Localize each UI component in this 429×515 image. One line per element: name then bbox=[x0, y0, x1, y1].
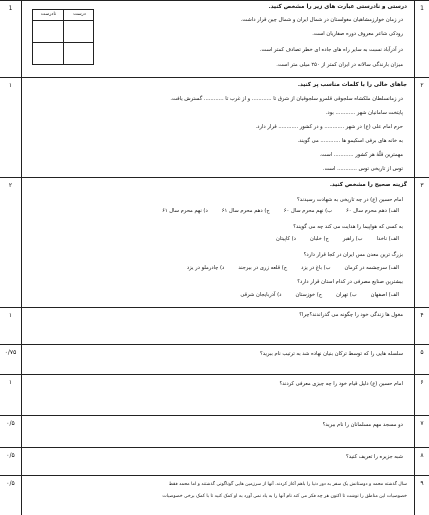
option-a[interactable]: الف) ناخدا bbox=[376, 236, 399, 242]
question-3-row bbox=[0, 178, 429, 308]
question-3-options bbox=[276, 237, 399, 242]
option-c[interactable]: ج) خوزستان bbox=[295, 292, 323, 298]
question-4-row bbox=[0, 308, 429, 345]
question-6-row bbox=[0, 375, 429, 416]
question-8-row bbox=[0, 448, 429, 476]
question-5-content bbox=[24, 347, 411, 372]
question-4-number: ۴ bbox=[414, 308, 429, 344]
question-3-options bbox=[187, 266, 399, 271]
question-3-subquestion: بیشترین صنایع مصرفی در کدام استان قرار دارد؟ bbox=[297, 279, 403, 285]
question-3-subquestion: بزرگ ترین معدن مس ایران در کجا قرار دارد؟ bbox=[303, 252, 403, 258]
option-d[interactable]: د) کاپیتان bbox=[275, 236, 296, 242]
option-a[interactable]: الف) اصفهان bbox=[370, 292, 399, 298]
question-7-text: دو مسجد مهم مسلمانان را نام ببرید؟ bbox=[322, 422, 403, 428]
option-d[interactable]: د) نهم محرم سال ۶۱ bbox=[162, 208, 208, 214]
true-false-column-divider bbox=[63, 10, 64, 64]
question-2-row bbox=[0, 78, 429, 178]
option-a[interactable]: الف) سرچشمه در کرمان bbox=[344, 265, 399, 271]
question-7-content bbox=[24, 418, 411, 445]
question-2-number: ۲ bbox=[414, 78, 429, 177]
question-2-heading: جاهای خالی را با کلمات مناسب پر کنید. bbox=[297, 82, 407, 88]
question-1-heading: درستی و نادرستی عبارت های زیر را مشخص کنید. bbox=[268, 4, 407, 10]
option-c[interactable]: ج) خلبان bbox=[309, 236, 329, 242]
question-4-score: ۱ bbox=[0, 308, 22, 344]
question-9-text: سال گذشته محمد و دوستانش یک سفر به دور دنیا را باهم آغاز کردند. آنها از سرزمین هایی گوناگونی گذشتند و اما محمد فقط bbox=[168, 482, 407, 487]
question-5-score: ۰/۷۵ bbox=[0, 345, 22, 374]
question-9-content bbox=[24, 478, 411, 513]
question-9-row bbox=[0, 476, 429, 515]
option-d[interactable]: د) آذربایجان شرقی bbox=[240, 292, 282, 298]
question-3-content bbox=[24, 180, 411, 305]
question-6-score: ۱ bbox=[0, 375, 22, 415]
question-1-item: میزان بارندگی سالانه در ایران کمتر از ۲۵۰ میلی متر است. bbox=[276, 62, 403, 68]
question-2-item: در زمانسلطان ملکشاه سلجوقی قلمرو سلجوقیان از شرق تا ............ و از غرب تا ............ گسترش یافت. bbox=[170, 96, 403, 102]
option-a[interactable]: الف) دهم محرم سال ۶۰ bbox=[346, 208, 399, 214]
question-3-subquestion: امام حسین (ع) در چه تاریخی به شهادت رسیدند؟ bbox=[297, 197, 403, 203]
question-3-score: ۲ bbox=[0, 178, 22, 307]
question-8-text: شبه جزیره را تعریف کنید؟ bbox=[345, 454, 403, 460]
false-column-label: نادرست bbox=[40, 12, 57, 17]
question-4-content bbox=[24, 310, 411, 342]
question-1-item: در زمان خوارزمشاهیان مغولستان در شمال ایران و شمال چین قرار داشت. bbox=[240, 17, 403, 23]
question-2-score: ۱ bbox=[0, 78, 22, 177]
question-6-text: امام حسین (ع) دلیل قیام خود را چه چیزی معرفی کردند؟ bbox=[279, 381, 403, 387]
option-b[interactable]: ب) تهران bbox=[336, 292, 357, 298]
question-2-item: به خانه های برفی اسکیمو ها ............ می گویند. bbox=[297, 138, 403, 144]
question-6-content bbox=[24, 377, 411, 413]
question-3-subquestion: به کسی که هواپیما را هدایت می کند چه می گویند؟ bbox=[293, 224, 403, 230]
question-2-item: مهمترین قلّهٔ هر کشور ............ است. bbox=[319, 152, 403, 158]
question-7-row bbox=[0, 416, 429, 448]
question-3-options bbox=[162, 209, 399, 214]
question-3-heading: گزینه صحیح را مشخص کنید. bbox=[329, 182, 407, 188]
option-b[interactable]: ب) نهم محرم سال ۶۰ bbox=[283, 208, 332, 214]
true-column-label: درست bbox=[73, 12, 86, 17]
question-5-row bbox=[0, 345, 429, 375]
question-8-content bbox=[24, 450, 411, 473]
question-9-text: خصوصیات این مناطق را نوشت تا اکنون هر چه فکر می کند نام آنها را به یاد نمی آورد به او کمک کنید تا با کمک برخی خصوصیات bbox=[162, 494, 407, 499]
option-b[interactable]: ب) باغ در یزد bbox=[301, 265, 331, 271]
question-2-item: پایتخت سامانیان شهر ............ بود. bbox=[325, 110, 403, 116]
question-9-score: ۰/۵ bbox=[0, 476, 22, 515]
question-2-item: توس از تاریخی توس ............ است. bbox=[322, 166, 403, 172]
question-3-number: ۳ bbox=[414, 178, 429, 307]
question-5-number: ۵ bbox=[414, 345, 429, 374]
option-c[interactable]: ج) قلعه زری در بیرجند bbox=[238, 265, 288, 271]
question-2-content bbox=[24, 80, 411, 175]
option-c[interactable]: ج) دهم محرم سال ۶۱ bbox=[221, 208, 270, 214]
question-7-number: ۷ bbox=[414, 416, 429, 447]
true-false-answer-table bbox=[32, 9, 94, 65]
option-d[interactable]: د) چادرملو در یزد bbox=[186, 265, 225, 271]
question-8-score: ۰/۵ bbox=[0, 448, 22, 475]
question-1-item: رودکی شاعر معروف دوره صفاریان است. bbox=[312, 31, 403, 37]
question-2-item: حرم امام علی (ع) در شهر ............ و در کشور ............ قرار دارد. bbox=[255, 124, 403, 130]
question-5-text: سلسله هایی را که توسط ترکان بنیان نهاده شد به ترتیب نام ببرید؟ bbox=[260, 351, 403, 357]
question-8-number: ۸ bbox=[414, 448, 429, 475]
question-1-number: 1 bbox=[414, 1, 429, 77]
question-4-text: مغول ها زندگی خود را چگونه می گذراندند؟چرا؟ bbox=[299, 312, 403, 318]
option-b[interactable]: ب) راهبر bbox=[342, 236, 363, 242]
question-1-item: در آذرآباد نسبت به سایر راه های جاده ای خطر تصادف کمتر است. bbox=[259, 47, 403, 53]
question-1-row bbox=[0, 0, 429, 78]
question-9-number: ۹ bbox=[414, 476, 429, 515]
question-6-number: ۶ bbox=[414, 375, 429, 415]
question-3-options bbox=[240, 293, 399, 298]
question-7-score: ۰/۵ bbox=[0, 416, 22, 447]
question-1-score: 1 bbox=[0, 1, 22, 77]
true-false-row-divider bbox=[33, 42, 93, 43]
